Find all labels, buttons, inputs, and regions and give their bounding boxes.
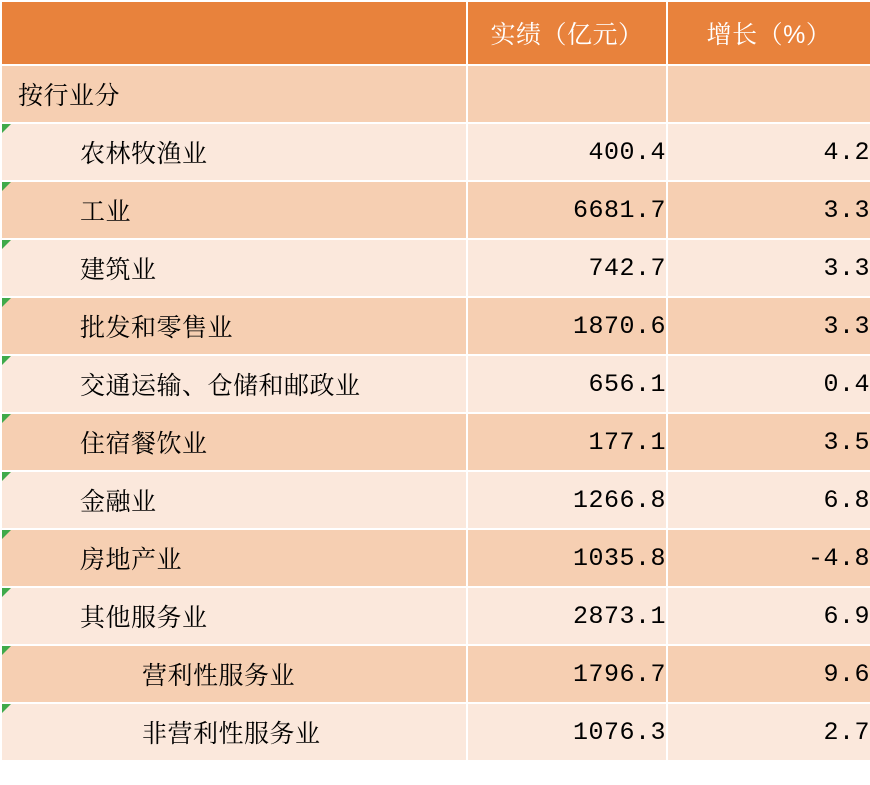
comment-marker-icon bbox=[2, 530, 11, 539]
comment-marker-icon bbox=[2, 588, 11, 597]
row-label-text: 金融业 bbox=[80, 488, 157, 516]
comment-marker-icon bbox=[2, 240, 11, 249]
row-value: 1870.6 bbox=[467, 297, 667, 355]
section-label bbox=[1, 65, 467, 123]
header-cell-blank bbox=[1, 1, 467, 65]
row-growth: 2.7 bbox=[667, 703, 870, 761]
row-value: 742.7 bbox=[467, 239, 667, 297]
row-value: 2873.1 bbox=[467, 587, 667, 645]
table-row bbox=[1, 239, 870, 297]
row-growth: 6.8 bbox=[667, 471, 870, 529]
row-label bbox=[1, 297, 467, 355]
row-value: 6681.7 bbox=[467, 181, 667, 239]
table-row bbox=[1, 471, 870, 529]
row-growth: 3.3 bbox=[667, 239, 870, 297]
comment-marker-icon bbox=[2, 356, 11, 365]
comment-marker-icon bbox=[2, 124, 11, 133]
row-growth: 6.9 bbox=[667, 587, 870, 645]
row-label bbox=[1, 529, 467, 587]
table-row bbox=[1, 297, 870, 355]
row-label bbox=[1, 471, 467, 529]
table-row bbox=[1, 645, 870, 703]
table-row bbox=[1, 181, 870, 239]
comment-marker-icon bbox=[2, 472, 11, 481]
row-growth: 3.3 bbox=[667, 297, 870, 355]
section-growth-cell bbox=[667, 65, 870, 123]
table-row bbox=[1, 703, 870, 761]
comment-marker-icon bbox=[2, 182, 11, 191]
row-label bbox=[1, 703, 467, 761]
row-growth: 3.5 bbox=[667, 413, 870, 471]
comment-marker-icon bbox=[2, 298, 11, 307]
row-label-text: 交通运输、仓储和邮政业 bbox=[80, 372, 361, 400]
row-label-text: 批发和零售业 bbox=[80, 314, 234, 342]
row-label bbox=[1, 355, 467, 413]
comment-marker-icon bbox=[2, 414, 11, 423]
row-label-text: 农林牧渔业 bbox=[80, 140, 208, 168]
section-label-text: 按行业分 bbox=[18, 82, 121, 110]
row-label-text: 建筑业 bbox=[80, 256, 157, 284]
row-label-text: 营利性服务业 bbox=[142, 662, 296, 690]
row-label bbox=[1, 645, 467, 703]
row-label bbox=[1, 181, 467, 239]
section-value-cell bbox=[467, 65, 667, 123]
row-value: 1796.7 bbox=[467, 645, 667, 703]
table-row bbox=[1, 529, 870, 587]
comment-marker-icon bbox=[2, 646, 11, 655]
row-label-text: 其他服务业 bbox=[80, 604, 208, 632]
row-label-text: 非营利性服务业 bbox=[142, 720, 321, 748]
comment-marker-icon bbox=[2, 704, 11, 713]
table-header-row bbox=[1, 1, 870, 65]
table-row bbox=[1, 413, 870, 471]
table-row bbox=[1, 355, 870, 413]
table-row bbox=[1, 123, 870, 181]
row-label bbox=[1, 587, 467, 645]
row-value: 1035.8 bbox=[467, 529, 667, 587]
row-value: 177.1 bbox=[467, 413, 667, 471]
row-label bbox=[1, 123, 467, 181]
row-value: 656.1 bbox=[467, 355, 667, 413]
table-body bbox=[1, 1, 870, 761]
row-value: 1076.3 bbox=[467, 703, 667, 761]
table-section-row bbox=[1, 65, 870, 123]
row-value: 1266.8 bbox=[467, 471, 667, 529]
row-growth: 3.3 bbox=[667, 181, 870, 239]
row-growth: 4.2 bbox=[667, 123, 870, 181]
row-label bbox=[1, 413, 467, 471]
row-value: 400.4 bbox=[467, 123, 667, 181]
row-label-text: 房地产业 bbox=[80, 546, 183, 574]
row-growth: -4.8 bbox=[667, 529, 870, 587]
header-cell-growth: 增长（%） bbox=[667, 1, 870, 65]
table-row bbox=[1, 587, 870, 645]
row-growth: 0.4 bbox=[667, 355, 870, 413]
row-label bbox=[1, 239, 467, 297]
row-label-text: 工业 bbox=[80, 198, 132, 226]
header-cell-value: 实绩（亿元） bbox=[467, 1, 667, 65]
row-label-text: 住宿餐饮业 bbox=[80, 430, 208, 458]
row-growth: 9.6 bbox=[667, 645, 870, 703]
